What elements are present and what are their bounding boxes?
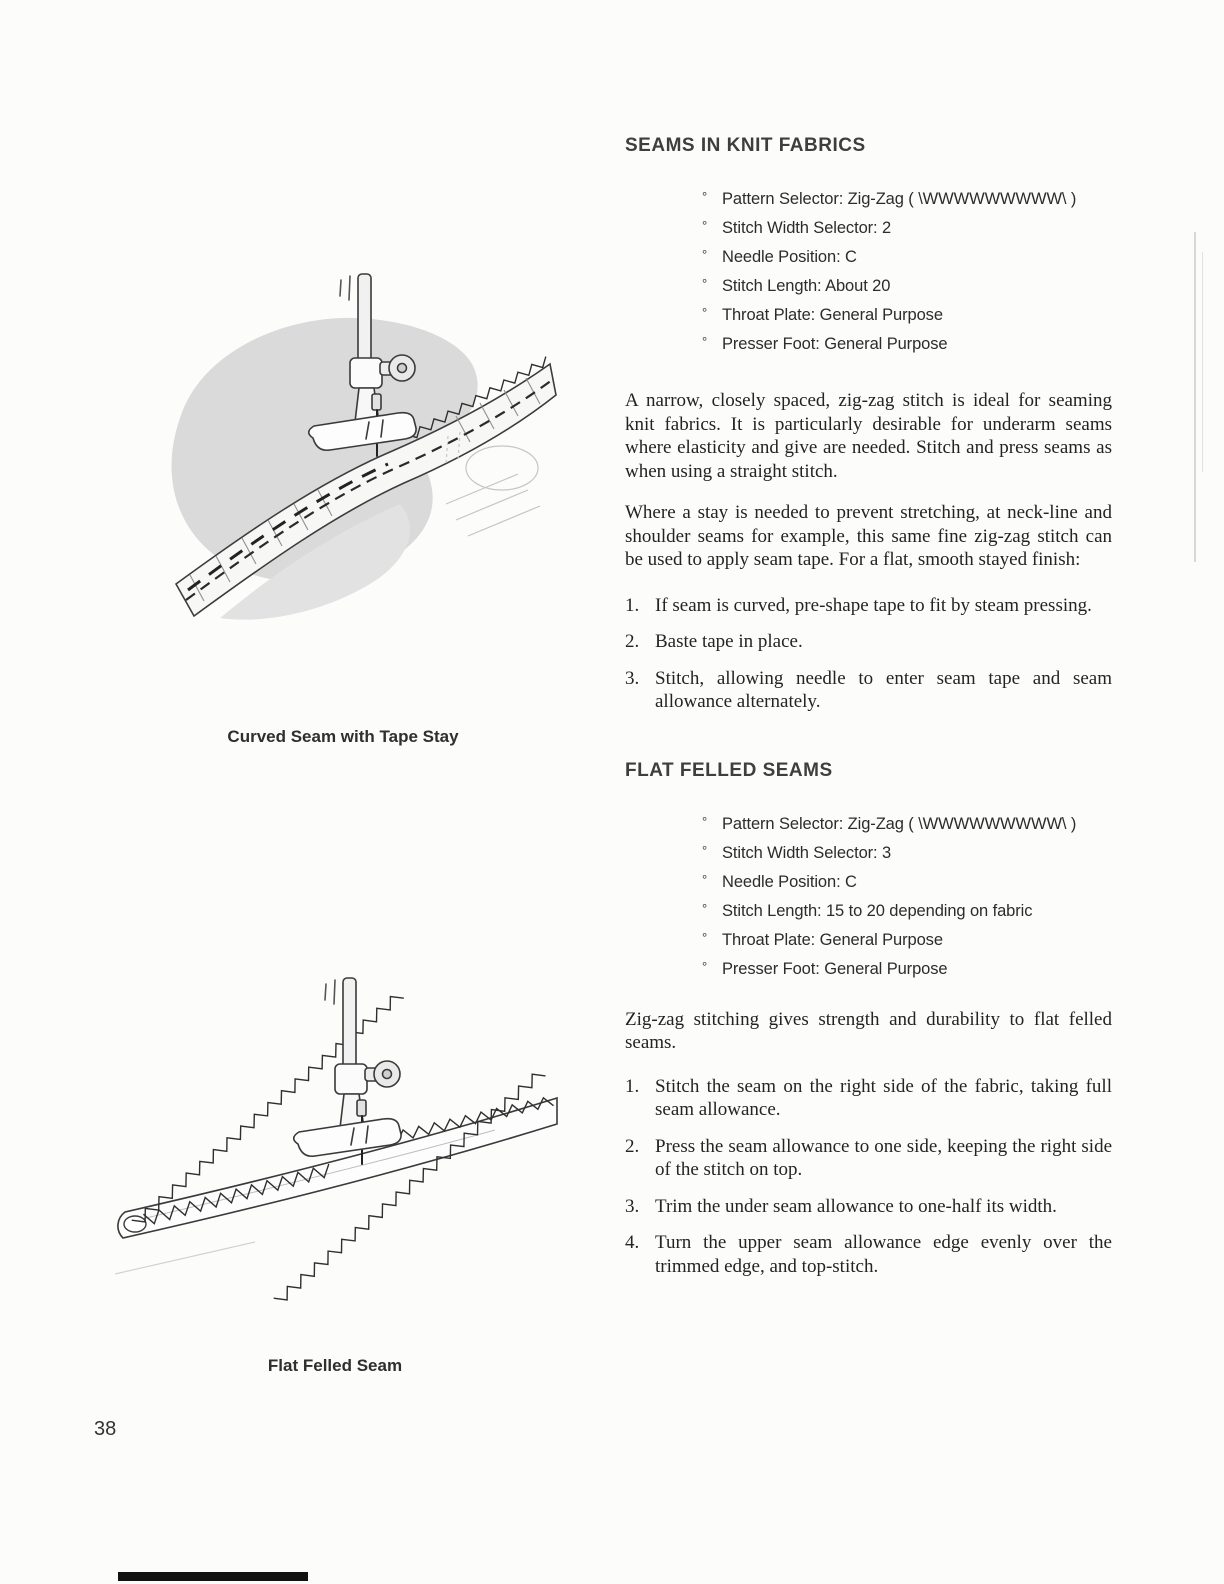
- settings-list-felled: [625, 815, 1112, 978]
- step-item: [625, 1231, 1112, 1278]
- step-item: [625, 1135, 1112, 1182]
- step-number: 2.: [625, 631, 640, 652]
- setting-text: Throat Plate: General Purpose: [722, 306, 943, 324]
- setting-item: [625, 335, 1112, 353]
- bullet-icon: °: [702, 247, 708, 262]
- setting-text: Pattern Selector: Zig-Zag ( \WWWWWWWWW\ ): [722, 190, 1077, 208]
- step-number: 3.: [625, 667, 640, 689]
- curved-seam-illustration: [150, 268, 560, 633]
- setting-item: [625, 960, 1112, 978]
- step-text: Baste tape in place.: [655, 631, 803, 652]
- setting-item: [625, 931, 1112, 949]
- setting-item: [625, 248, 1112, 266]
- paragraph: Zig-zag stitching gives strength and durability to flat felled seams.: [625, 1008, 1112, 1053]
- step-item: [625, 594, 1112, 618]
- presser-foot-illustration: [294, 978, 401, 1164]
- setting-text: Presser Foot: General Purpose: [722, 335, 948, 353]
- setting-text: Stitch Length: 15 to 20 depending on fabric: [722, 901, 1033, 920]
- step-number: 2.: [625, 1135, 640, 1157]
- bullet-icon: °: [702, 900, 708, 916]
- scan-artifact-bar: [118, 1572, 308, 1581]
- setting-text: Needle Position: C: [722, 248, 857, 266]
- setting-text: Pattern Selector: Zig-Zag ( \WWWWWWWWW\ ): [722, 814, 1077, 833]
- steps-list-knit: [625, 594, 1112, 714]
- step-text: Trim the under seam allowance to one-half its width.: [655, 1195, 1057, 1217]
- steps-list-felled: [625, 1075, 1112, 1279]
- fabric-edge-line: [115, 1242, 255, 1274]
- scan-artifact-line: [1202, 252, 1203, 472]
- step-item: [625, 667, 1112, 714]
- bullet-icon: °: [702, 813, 708, 829]
- bullet-icon: °: [702, 842, 708, 858]
- bullet-icon: °: [702, 929, 708, 945]
- step-item: [625, 1195, 1112, 1219]
- setting-item: [625, 902, 1112, 920]
- bullet-icon: °: [702, 189, 708, 204]
- figure-caption: Flat Felled Seam: [267, 1356, 403, 1375]
- setting-item: [625, 873, 1112, 891]
- step-text: Stitch the seam on the right side of the fabric, taking full seam allowance.: [655, 1075, 1112, 1120]
- bullet-icon: °: [702, 334, 708, 349]
- setting-text: Presser Foot: General Purpose: [722, 959, 948, 978]
- step-text: Stitch, allowing needle to enter seam tape and seam allowance alternately.: [655, 667, 1112, 712]
- setting-item: [625, 815, 1112, 833]
- step-item: [625, 1075, 1112, 1122]
- step-number: 1.: [625, 1075, 640, 1097]
- setting-item: [625, 190, 1112, 208]
- step-number: 4.: [625, 1232, 640, 1253]
- setting-item: [625, 306, 1112, 324]
- text-column: [625, 135, 1112, 1291]
- step-text: Turn the upper seam allowance edge evenly over the trimmed edge, and top-stitch.: [655, 1232, 1112, 1277]
- setting-item: [625, 277, 1112, 295]
- page-number: 38: [94, 1418, 117, 1440]
- section-heading-felled: FLAT FELLED SEAMS: [625, 759, 833, 781]
- setting-item: [625, 219, 1112, 237]
- section-heading-knit: SEAMS IN KNIT FABRICS: [625, 135, 866, 156]
- step-text: If seam is curved, pre-shape tape to fit by steam pressing.: [655, 594, 1092, 616]
- setting-text: Stitch Width Selector: 3: [722, 843, 892, 862]
- paragraph: A narrow, closely spaced, zig-zag stitch is ideal for seaming knit fabrics. It is particularly desirable for underarm seams where elasticity and give are needed. Stitch and press seams as when using a straight stitch.: [625, 390, 1112, 482]
- setting-text: Throat Plate: General Purpose: [722, 930, 943, 949]
- bullet-icon: °: [702, 305, 708, 320]
- setting-text: Stitch Length: About 20: [722, 277, 891, 295]
- bullet-icon: °: [702, 218, 708, 233]
- setting-text: Stitch Width Selector: 2: [722, 219, 892, 237]
- step-number: 1.: [625, 594, 640, 616]
- figure-caption: Curved Seam with Tape Stay: [227, 727, 459, 746]
- strip-rolled-end: [124, 1216, 146, 1232]
- step-number: 3.: [625, 1195, 640, 1217]
- bullet-icon: °: [702, 871, 708, 887]
- flat-felled-seam-illustration: [115, 972, 560, 1322]
- paragraph: Where a stay is needed to prevent stretching, at neck-line and shoulder seams for example, this same fine zig-zag stitch can be used to apply seam tape. For a flat, smooth stayed finish:: [625, 502, 1112, 570]
- setting-text: Needle Position: C: [722, 872, 857, 891]
- bullet-icon: °: [702, 276, 708, 291]
- scan-artifact-line: [1194, 232, 1196, 562]
- setting-item: [625, 844, 1112, 862]
- settings-list-knit: [625, 190, 1112, 353]
- step-item: [625, 630, 1112, 654]
- step-text: Press the seam allowance to one side, keeping the right side of the stitch on top.: [655, 1135, 1112, 1180]
- bullet-icon: °: [702, 958, 708, 974]
